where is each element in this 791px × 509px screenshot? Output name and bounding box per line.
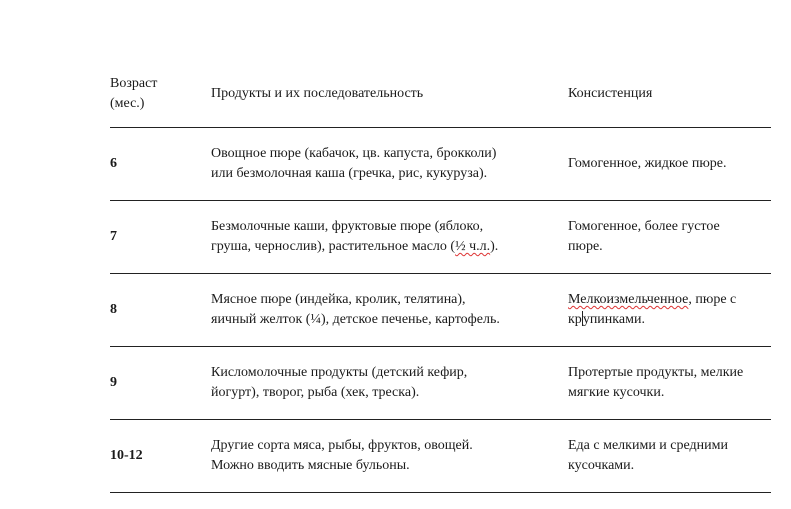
consistency-line xyxy=(568,310,771,330)
table-header-row xyxy=(110,60,771,128)
age-cell: 9 xyxy=(110,375,117,390)
products-text: груша, чернослив), растительное масло ( xyxy=(211,239,456,254)
consistency-text: упинками. xyxy=(582,312,645,327)
products-line: Можно вводить мясные бульоны. xyxy=(211,458,410,473)
products-line: Другие сорта мяса, рыбы, фруктов, овощей. xyxy=(211,438,473,453)
header-age-line2: (мес.) xyxy=(110,95,145,111)
table-row xyxy=(110,274,771,347)
products-cell xyxy=(211,217,568,257)
header-age xyxy=(110,74,211,114)
consistency-line: Протертые продукты, мелкие xyxy=(568,365,744,380)
consistency-cell[interactable] xyxy=(568,290,771,330)
table-row xyxy=(110,347,771,420)
products-line: Овощное пюре (кабачок, цв. капуста, брокколи) xyxy=(211,146,497,161)
age-cell: 10-12 xyxy=(110,448,143,463)
age-cell: 8 xyxy=(110,302,117,317)
spellcheck-underlined-text: ½ ч.л. xyxy=(455,239,491,254)
products-line xyxy=(211,237,568,257)
products-text: ). xyxy=(490,239,499,254)
products-cell xyxy=(211,363,568,403)
consistency-cell xyxy=(568,217,771,257)
consistency-cell xyxy=(568,363,771,403)
age-cell: 6 xyxy=(110,156,117,171)
products-line: или безмолочная каша (гречка, рис, кукуруза). xyxy=(211,166,488,181)
consistency-line: пюре. xyxy=(568,239,603,254)
products-line: яичный желток (¼), детское печенье, картофель. xyxy=(211,312,500,327)
products-line: Кисломолочные продукты (детский кефир, xyxy=(211,365,468,380)
feeding-table xyxy=(110,60,771,493)
header-age-line1: Возраст xyxy=(110,75,158,91)
table-row xyxy=(110,420,771,493)
products-line: Мясное пюре (индейка, кролик, телятина), xyxy=(211,292,466,307)
consistency-cell xyxy=(568,436,771,476)
consistency-text: кр xyxy=(568,312,582,327)
header-consistency: Консистенция xyxy=(568,85,653,101)
consistency-line: Гомогенное, жидкое пюре. xyxy=(568,156,727,171)
products-cell xyxy=(211,144,568,184)
products-line: Безмолочные каши, фруктовые пюре (яблоко, xyxy=(211,219,484,234)
consistency-line: мягкие кусочки. xyxy=(568,385,665,400)
consistency-line: Еда с мелкими и средними xyxy=(568,438,729,453)
products-line: йогурт), творог, рыба (хек, треска). xyxy=(211,385,420,400)
products-cell xyxy=(211,436,568,476)
table-row xyxy=(110,128,771,201)
table-row xyxy=(110,201,771,274)
consistency-line: Гомогенное, более густое xyxy=(568,219,720,234)
consistency-line xyxy=(568,290,771,310)
age-cell: 7 xyxy=(110,229,117,244)
consistency-text: , пюре с xyxy=(688,292,737,307)
consistency-line: кусочками. xyxy=(568,458,635,473)
products-cell xyxy=(211,290,568,330)
spellcheck-underlined-text: Мелкоизмельченное xyxy=(568,292,689,307)
header-products: Продукты и их последовательность xyxy=(211,85,424,101)
consistency-cell xyxy=(568,154,771,174)
